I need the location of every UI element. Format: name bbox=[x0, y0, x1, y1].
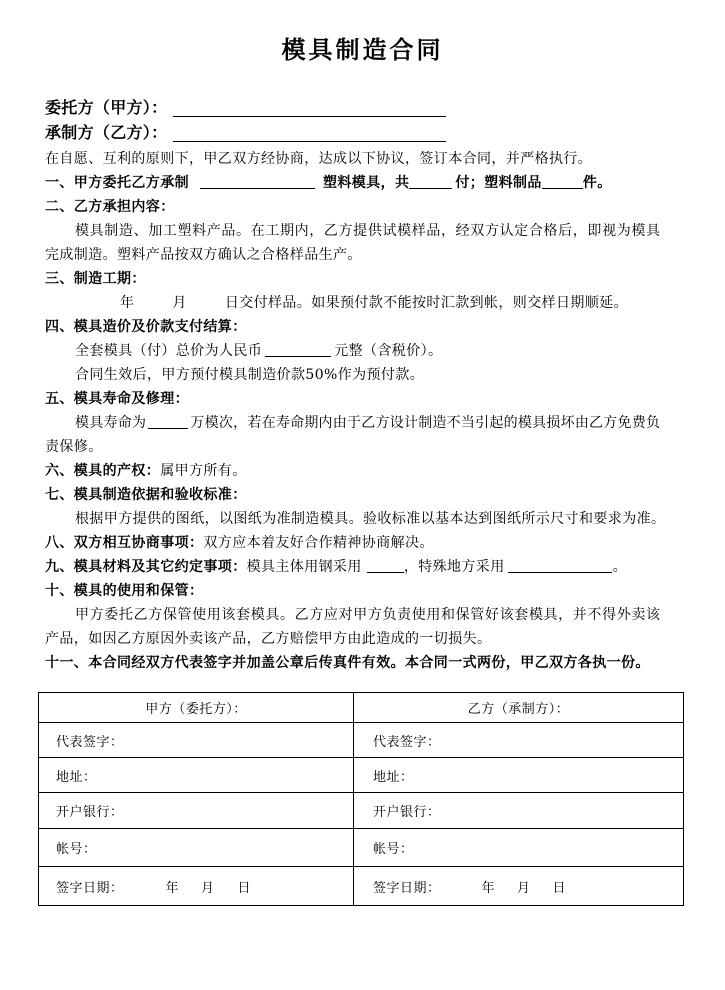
party-b-name-blank bbox=[173, 128, 446, 142]
party-a-representative-label: 代表签字： bbox=[39, 723, 354, 758]
clause-9-heading: 九、模具材料及其它约定事项： bbox=[45, 559, 247, 575]
life-prefix: 模具寿命为 bbox=[75, 415, 147, 431]
party-b-bank-label: 开户银行： bbox=[354, 793, 684, 829]
clause-10-heading: 十、模具的使用和保管： bbox=[45, 583, 204, 599]
signature-row-account bbox=[39, 829, 684, 867]
signature-row-bank bbox=[39, 793, 684, 829]
party-a-sign-date-label: 签字日期： bbox=[56, 880, 124, 896]
clause-3-year: 年 bbox=[120, 295, 135, 311]
clause-2-line-2: 完成制造。塑料产品按双方确认之合格样品生产。 bbox=[45, 247, 362, 263]
signature-row-date bbox=[39, 867, 684, 906]
special-prefix: ，特殊地方采用 bbox=[403, 559, 505, 575]
steel-prefix: 模具主体用钢采用 bbox=[246, 559, 362, 575]
special-material-blank bbox=[508, 561, 612, 573]
party-a-bank-label: 开户银行： bbox=[39, 793, 354, 829]
party-b-sign-date-cell bbox=[354, 867, 684, 906]
party-b-label: 承制方（乙方）： bbox=[45, 123, 168, 142]
party-a-line bbox=[45, 95, 475, 120]
party-a-sign-year: 年 bbox=[165, 880, 180, 896]
party-a-header: 甲方（委托方）： bbox=[39, 693, 354, 723]
clause-2-heading: 二、乙方承担内容： bbox=[45, 199, 175, 215]
party-a-name-blank bbox=[173, 103, 446, 117]
clause-1-text-c: 付；塑料制品 bbox=[455, 175, 542, 191]
party-a-sign-month: 月 bbox=[201, 880, 215, 896]
clause-8-heading: 八、双方相互协商事项： bbox=[45, 535, 204, 551]
clause-9-end: 。 bbox=[612, 559, 628, 575]
clause-3-heading: 三、制造工期： bbox=[45, 271, 146, 287]
clause-3-date-line bbox=[45, 291, 670, 315]
party-b-address-label: 地址： bbox=[354, 758, 684, 793]
clause-2-line-1: 模具制造、加工塑料产品。在工期内，乙方提供试模样品，经双方认定合格后，即视为模具 bbox=[75, 223, 660, 239]
clause-9-line bbox=[45, 555, 670, 579]
price-suffix: 元整（含税价）。 bbox=[334, 343, 443, 359]
party-a-sign-day: 日 bbox=[237, 880, 252, 896]
clause-4-prepay: 合同生效后，甲方预付模具制造价款50%作为预付款。 bbox=[75, 367, 425, 383]
party-b-sign-date-label: 签字日期： bbox=[373, 880, 441, 896]
clause-10-line-2: 产品，如因乙方原因外卖该产品，乙方赔偿甲方由此造成的一切损失。 bbox=[45, 631, 492, 647]
life-rest: 万模次，若在寿命期内由于乙方设计制造不当引起的模具损坏由乙方免费负 bbox=[190, 415, 660, 431]
contract-title: 模具制造合同 bbox=[281, 35, 444, 64]
clause-1-text-a: 一、甲方委托乙方承制 bbox=[45, 175, 189, 191]
party-a-label: 委托方（甲方）： bbox=[45, 98, 168, 117]
intro-text: 在自愿、互利的原则下，甲乙双方经协商，达成以下协议，签订本合同，并严格执行。 bbox=[45, 151, 593, 167]
mold-count-blank bbox=[409, 177, 452, 189]
clause-10-line-1: 甲方委托乙方保管使用该套模具。乙方应对甲方负责使用和保管好该套模具，并不得外卖该 bbox=[75, 607, 660, 623]
party-b-account-label: 帐号： bbox=[354, 829, 684, 867]
signature-header-row bbox=[39, 693, 684, 723]
party-b-header: 乙方（承制方）： bbox=[354, 693, 684, 723]
party-b-sign-year: 年 bbox=[481, 880, 496, 896]
clause-7-heading: 七、模具制造依据和验收标准： bbox=[45, 487, 247, 503]
clause-4-price-line bbox=[45, 339, 670, 363]
clause-5-heading: 五、模具寿命及修理： bbox=[45, 391, 189, 407]
party-b-sign-day: 日 bbox=[552, 880, 567, 896]
mold-life-blank bbox=[148, 417, 188, 429]
clause-4-heading: 四、模具造价及价款支付结算： bbox=[45, 319, 247, 335]
contract-body bbox=[45, 147, 670, 675]
clause-8-line bbox=[45, 531, 670, 555]
party-a-account-label: 帐号： bbox=[39, 829, 354, 867]
clause-1-text-b: 塑料模具，共 bbox=[323, 175, 410, 191]
signature-row-address bbox=[39, 758, 684, 793]
clause-1-line bbox=[45, 171, 670, 195]
clause-6-text: 属甲方所有。 bbox=[160, 463, 247, 479]
clause-11-text: 十一、本合同经双方代表签字并加盖公章后传真件有效。本合同一式两份，甲乙双方各执一份。 bbox=[45, 655, 650, 671]
party-a-sign-date-cell bbox=[39, 867, 354, 906]
party-b-sign-month: 月 bbox=[517, 880, 531, 896]
clause-8-text: 双方应本着友好合作精神协商解决。 bbox=[203, 535, 434, 551]
steel-blank bbox=[367, 561, 404, 573]
clause-1-text-d: 件。 bbox=[582, 175, 612, 191]
party-a-address-label: 地址： bbox=[39, 758, 354, 793]
party-b-representative-label: 代表签字： bbox=[354, 723, 684, 758]
price-blank bbox=[265, 345, 331, 357]
signature-table bbox=[38, 692, 684, 906]
clause-3-day-text: 日交付样品。如果预付款不能按时汇款到帐，则交样日期顺延。 bbox=[224, 295, 629, 311]
clause-5-line-2: 责保修。 bbox=[45, 439, 103, 455]
product-count-blank bbox=[542, 177, 583, 189]
signature-row-representative bbox=[39, 723, 684, 758]
price-prefix: 全套模具（付）总价为人民币 bbox=[75, 343, 263, 359]
clause-7-text: 根据甲方提供的图纸，以图纸为准制造模具。验收标准以基本达到图纸所示尺寸和要求为准。 bbox=[75, 511, 666, 527]
clause-6-line bbox=[45, 459, 670, 483]
parties-block bbox=[45, 95, 475, 145]
clause-6-heading: 六、模具的产权： bbox=[45, 463, 161, 479]
party-b-line bbox=[45, 120, 475, 145]
mold-name-blank bbox=[200, 177, 315, 189]
clause-5-line-1 bbox=[45, 411, 660, 435]
clause-3-month: 月 bbox=[172, 295, 187, 311]
